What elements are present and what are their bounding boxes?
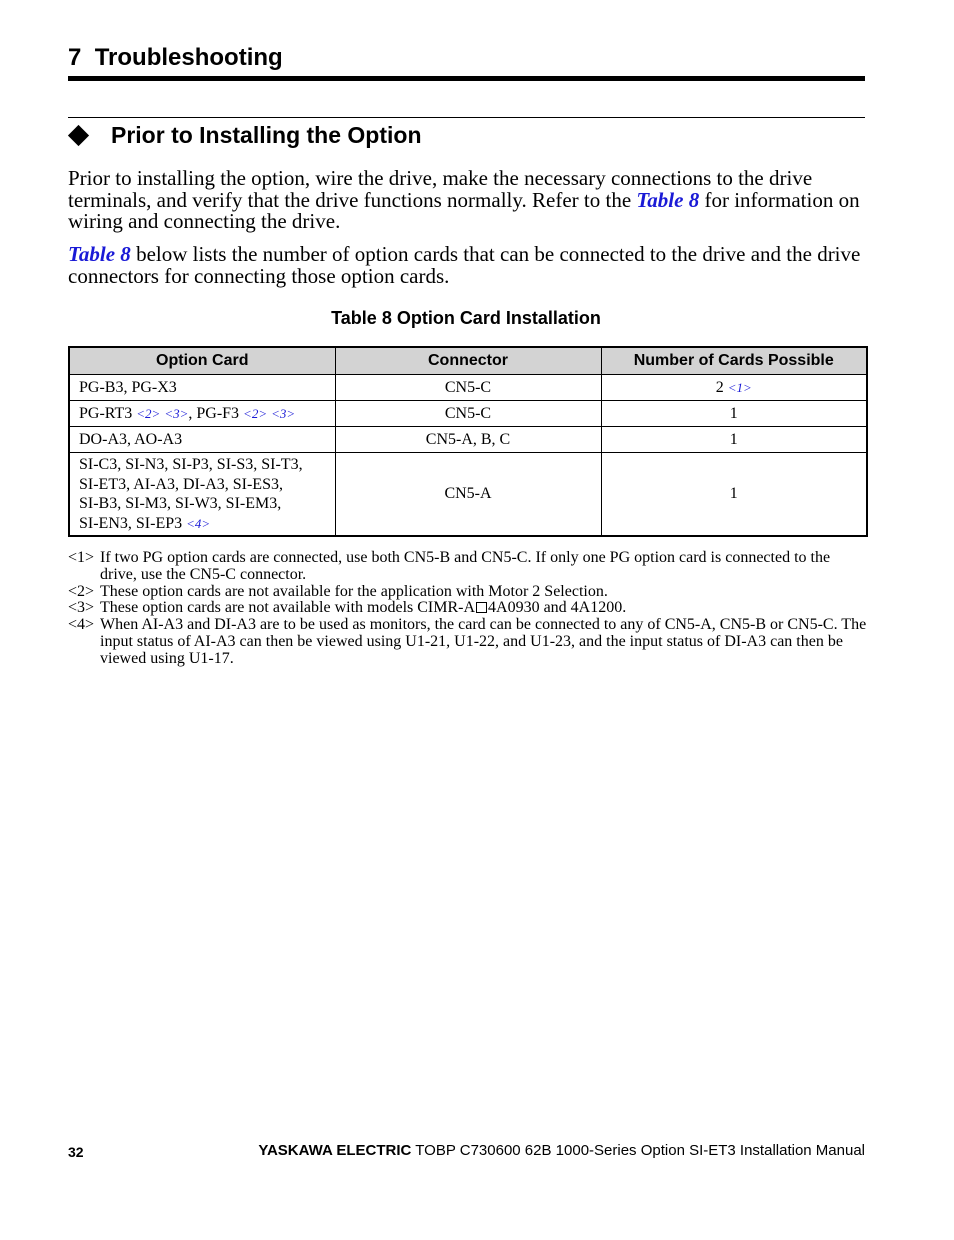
footer-doc-title xyxy=(258,1142,865,1159)
note-item xyxy=(68,600,868,617)
placeholder-box-icon xyxy=(476,602,487,613)
table-row xyxy=(69,375,867,401)
note-tag: <3> xyxy=(68,599,95,617)
intro-paragraph xyxy=(68,168,868,233)
table-description-text: below lists the number of option cards that can be connected to the drive and the drive connectors for connecting those option cards. xyxy=(68,242,861,288)
chapter-heading xyxy=(68,44,283,72)
count-value: 2 xyxy=(715,378,724,396)
intro-text-a: Prior to installing the option, wire the drive, make the necessary connections to the drive terminals, and verify that the drive functions normally. Refer to the xyxy=(68,166,813,212)
diamond-bullet-icon xyxy=(68,125,89,146)
table-notes xyxy=(68,550,868,668)
note-item xyxy=(68,617,868,667)
note-ref-link[interactable]: <4> xyxy=(186,515,211,531)
chapter-number: 7 xyxy=(68,44,82,71)
table-title: Table 8 Option Card Installation xyxy=(331,308,601,328)
note-ref-link[interactable]: <3> xyxy=(164,405,189,421)
note-ref-link[interactable]: <1> xyxy=(727,379,752,395)
card-name: , PG-F3 xyxy=(188,404,240,422)
table-row xyxy=(69,401,867,427)
table-row xyxy=(69,427,867,453)
table-8-link[interactable]: Table 8 xyxy=(68,242,131,266)
count-cell xyxy=(601,375,867,401)
section-title: Prior to Installing the Option xyxy=(111,122,422,148)
column-header: Connector xyxy=(335,347,601,375)
chapter-rule xyxy=(68,76,865,81)
connector-cell: CN5-A xyxy=(335,453,601,537)
note-tag: <2> xyxy=(68,582,95,600)
table-8-link[interactable]: Table 8 xyxy=(636,187,700,212)
card-name: PG-RT3 xyxy=(79,404,133,422)
count-cell: 1 xyxy=(601,453,867,537)
option-card-cell xyxy=(69,401,335,427)
footer-doc: TOBP C730600 62B 1000-Series Option SI-ET3 Installation Manual xyxy=(411,1142,865,1159)
note-text: If two PG option cards are connected, use both CN5-B and CN5-C. If only one PG option card is connected to the drive, use the CN5-C connector. xyxy=(100,549,831,583)
option-card-table xyxy=(68,346,868,537)
note-ref-link[interactable]: <3> xyxy=(271,405,296,421)
option-card-cell: PG-B3, PG-X3 xyxy=(69,375,335,401)
option-card-cell xyxy=(69,453,335,537)
note-text: 4A0930 and 4A1200. xyxy=(488,599,627,617)
note-tag: <1> xyxy=(68,549,95,566)
card-line xyxy=(79,514,326,534)
footer-brand: YASKAWA ELECTRIC xyxy=(258,1142,412,1159)
note-text: When AI-A3 and DI-A3 are to be used as monitors, the card can be connected to any of CN5-A, CN5-B or CN5-C. The input status of AI-A3 can then be viewed using U1-21, U1-22, and U1-23, and the input status of DI-A3 can then be viewed using U1-17. xyxy=(100,616,867,667)
note-item xyxy=(68,550,868,584)
card-line: SI-C3, SI-N3, SI-P3, SI-S3, SI-T3, xyxy=(79,456,303,473)
connector-cell: CN5-C xyxy=(335,375,601,401)
intro-text-b: for information on wiring and connecting the drive. xyxy=(68,187,860,233)
table-header-row xyxy=(69,347,867,375)
column-header: Option Card xyxy=(69,347,335,375)
note-text: These option cards are not available for the application with Motor 2 Selection. xyxy=(100,582,608,600)
count-cell: 1 xyxy=(601,427,867,453)
connector-cell: CN5-C xyxy=(335,401,601,427)
note-ref-link[interactable]: <2> xyxy=(136,405,161,421)
chapter-title: Troubleshooting xyxy=(94,44,283,71)
section-rule xyxy=(68,117,865,118)
card-line: SI-ET3, AI-A3, DI-A3, SI-ES3, xyxy=(79,475,283,493)
card-line-text: SI-EN3, SI-EP3 xyxy=(79,514,183,532)
card-line: SI-B3, SI-M3, SI-W3, SI-EM3, xyxy=(79,495,282,512)
table-row xyxy=(69,453,867,537)
page-number: 32 xyxy=(68,1144,84,1160)
note-item xyxy=(68,584,868,601)
section-heading xyxy=(68,122,422,149)
connector-cell: CN5-A, B, C xyxy=(335,427,601,453)
note-ref-link[interactable]: <2> xyxy=(243,405,268,421)
note-tag: <4> xyxy=(68,616,95,634)
count-cell: 1 xyxy=(601,401,867,427)
option-card-cell: DO-A3, AO-A3 xyxy=(69,427,335,453)
note-text: These option cards are not available with models CIMR-A xyxy=(100,599,476,617)
table-description-paragraph xyxy=(68,244,868,287)
column-header: Number of Cards Possible xyxy=(601,347,867,375)
